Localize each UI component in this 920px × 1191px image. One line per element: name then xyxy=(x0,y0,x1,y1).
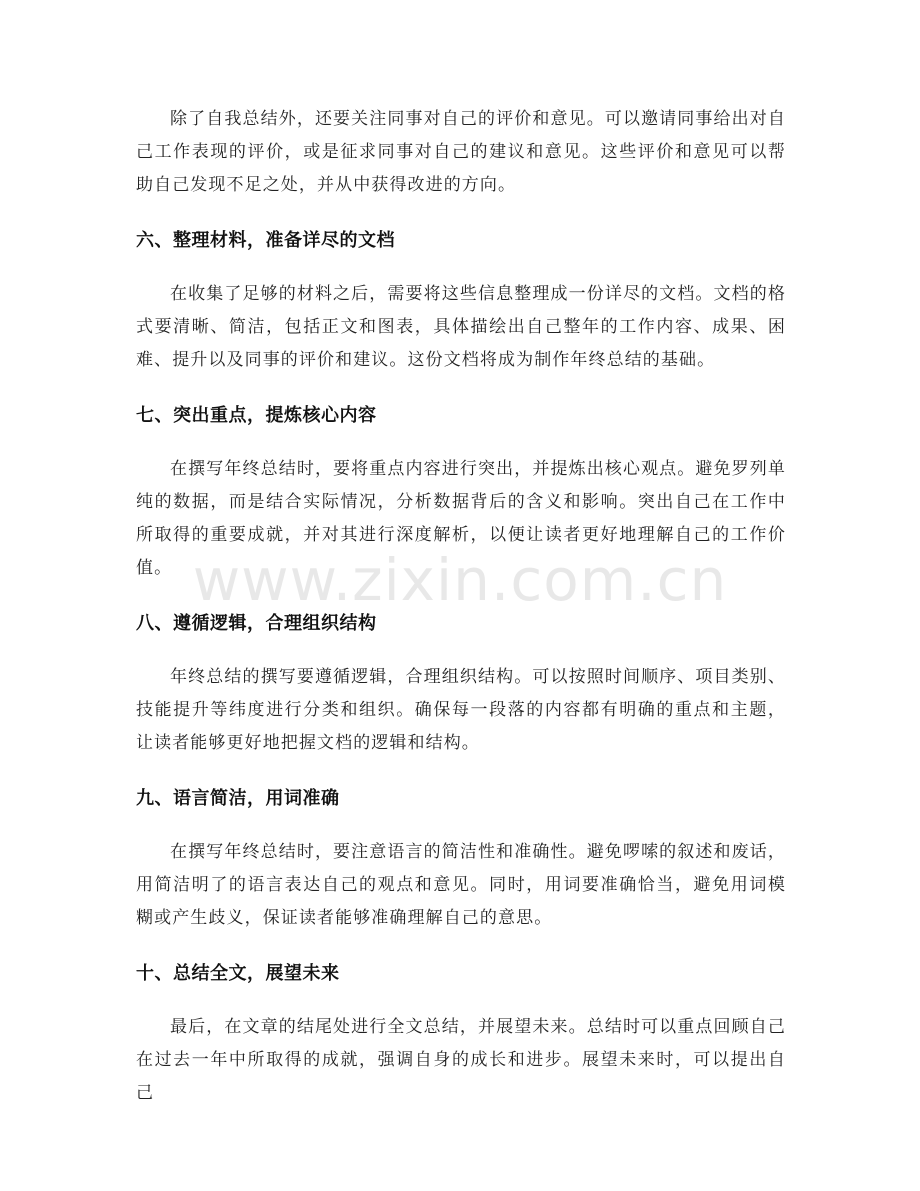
paragraph-section-10: 最后，在文章的结尾处进行全文总结，并展望未来。总结时可以重点回顾自己在过去一年中所取得的成就，强调自身的成长和进步。展望未来时，可以提出自己 xyxy=(136,1017,786,1103)
heading-section-8: 八、遵循逻辑，合理组织结构 xyxy=(136,613,377,634)
watermark-text: www.zixin.com.cn xyxy=(192,546,728,614)
heading-section-7: 七、突出重点，提炼核心内容 xyxy=(136,405,377,426)
heading-section-6: 六、整理材料，准备详尽的文档 xyxy=(136,230,395,251)
paragraph-intro-feedback: 除了自我总结外，还要关注同事对自己的评价和意见。可以邀请同事给出对自己工作表现的评价，或是征求同事对自己的建议和意见。这些评价和意见可以帮助自己发现不足之处，并从中获得改进的方向。 xyxy=(136,109,786,195)
document-body xyxy=(136,103,786,1110)
heading-section-9: 九、语言简洁，用词准确 xyxy=(136,788,340,809)
heading-section-10: 十、总结全文，展望未来 xyxy=(136,963,340,984)
paragraph-section-8: 年终总结的撰写要遵循逻辑，合理组织结构。可以按照时间顺序、项目类别、技能提升等纬度进行分类和组织。确保每一段落的内容都有明确的重点和主题，让读者能够更好地把握文档的逻辑和结构。 xyxy=(136,667,786,753)
paragraph-section-9: 在撰写年终总结时，要注意语言的简洁性和准确性。避免啰嗦的叙述和废话，用简洁明了的语言表达自己的观点和意见。同时，用词要准确恰当，避免用词模糊或产生歧义，保证读者能够准确理解自己的意思。 xyxy=(136,842,786,928)
paragraph-section-7: 在撰写年终总结时，要将重点内容进行突出，并提炼出核心观点。避免罗列单纯的数据，而是结合实际情况，分析数据背后的含义和影响。突出自己在工作中所取得的重要成就，并对其进行深度解析，以便让读者更好地理解自己的工作价值。 xyxy=(136,459,786,578)
paragraph-section-6: 在收集了足够的材料之后，需要将这些信息整理成一份详尽的文档。文档的格式要清晰、简洁，包括正文和图表，具体描绘出自己整年的工作内容、成果、困难、提升以及同事的评价和建议。这份文档将成为制作年终总结的基础。 xyxy=(136,284,786,370)
